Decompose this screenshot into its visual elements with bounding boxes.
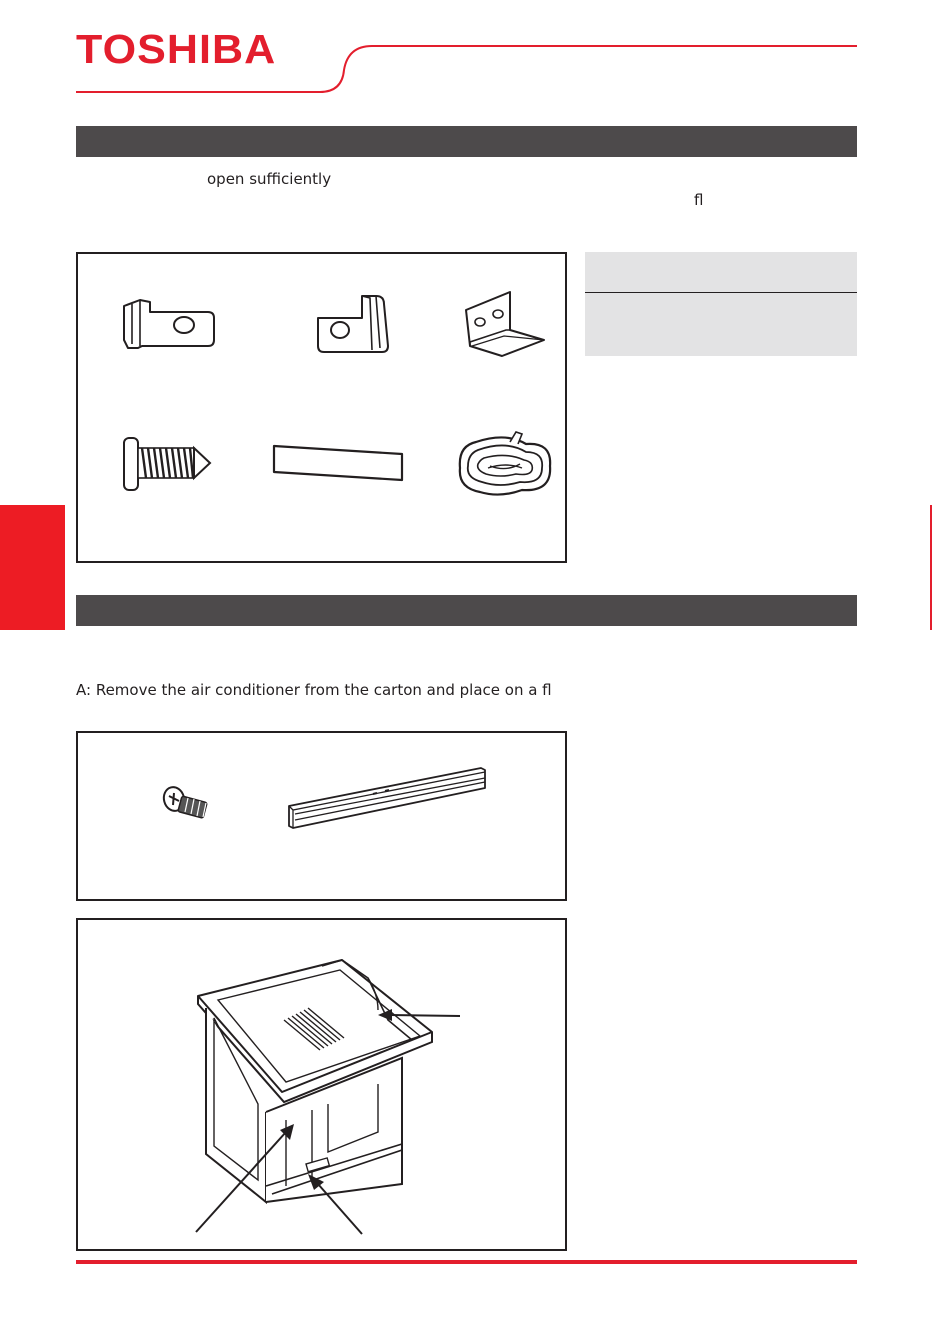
section-header-bar-1 — [76, 126, 857, 157]
foam-strip-icon — [272, 444, 412, 484]
intro-text-fragment-2: fl — [694, 191, 704, 209]
bracket-right-icon — [314, 290, 414, 360]
toshiba-logo: TOSHIBA — [76, 26, 277, 72]
screw-icon — [122, 436, 222, 496]
arrow-pointer-lower-left — [190, 1118, 310, 1238]
note-box-divider — [585, 292, 857, 293]
mounting-rail-icon — [285, 766, 495, 836]
footer-rule — [76, 1260, 857, 1264]
intro-text-fragment: open sufficiently — [207, 170, 332, 188]
side-section-tab — [0, 505, 65, 630]
arrow-pointer-right — [370, 998, 480, 1038]
header-swoosh — [0, 0, 933, 100]
arrow-pointer-lower-middle — [300, 1170, 380, 1240]
seal-roll-icon — [456, 430, 556, 500]
step-a-text: A: Remove the air conditioner from the carton and place on a fl — [76, 681, 552, 699]
note-box — [585, 252, 857, 356]
short-screw-icon — [160, 784, 220, 824]
section-header-bar-2 — [76, 595, 857, 626]
right-edge-mark — [930, 505, 932, 630]
bracket-left-icon — [110, 292, 230, 362]
angle-bracket-icon — [462, 290, 552, 360]
